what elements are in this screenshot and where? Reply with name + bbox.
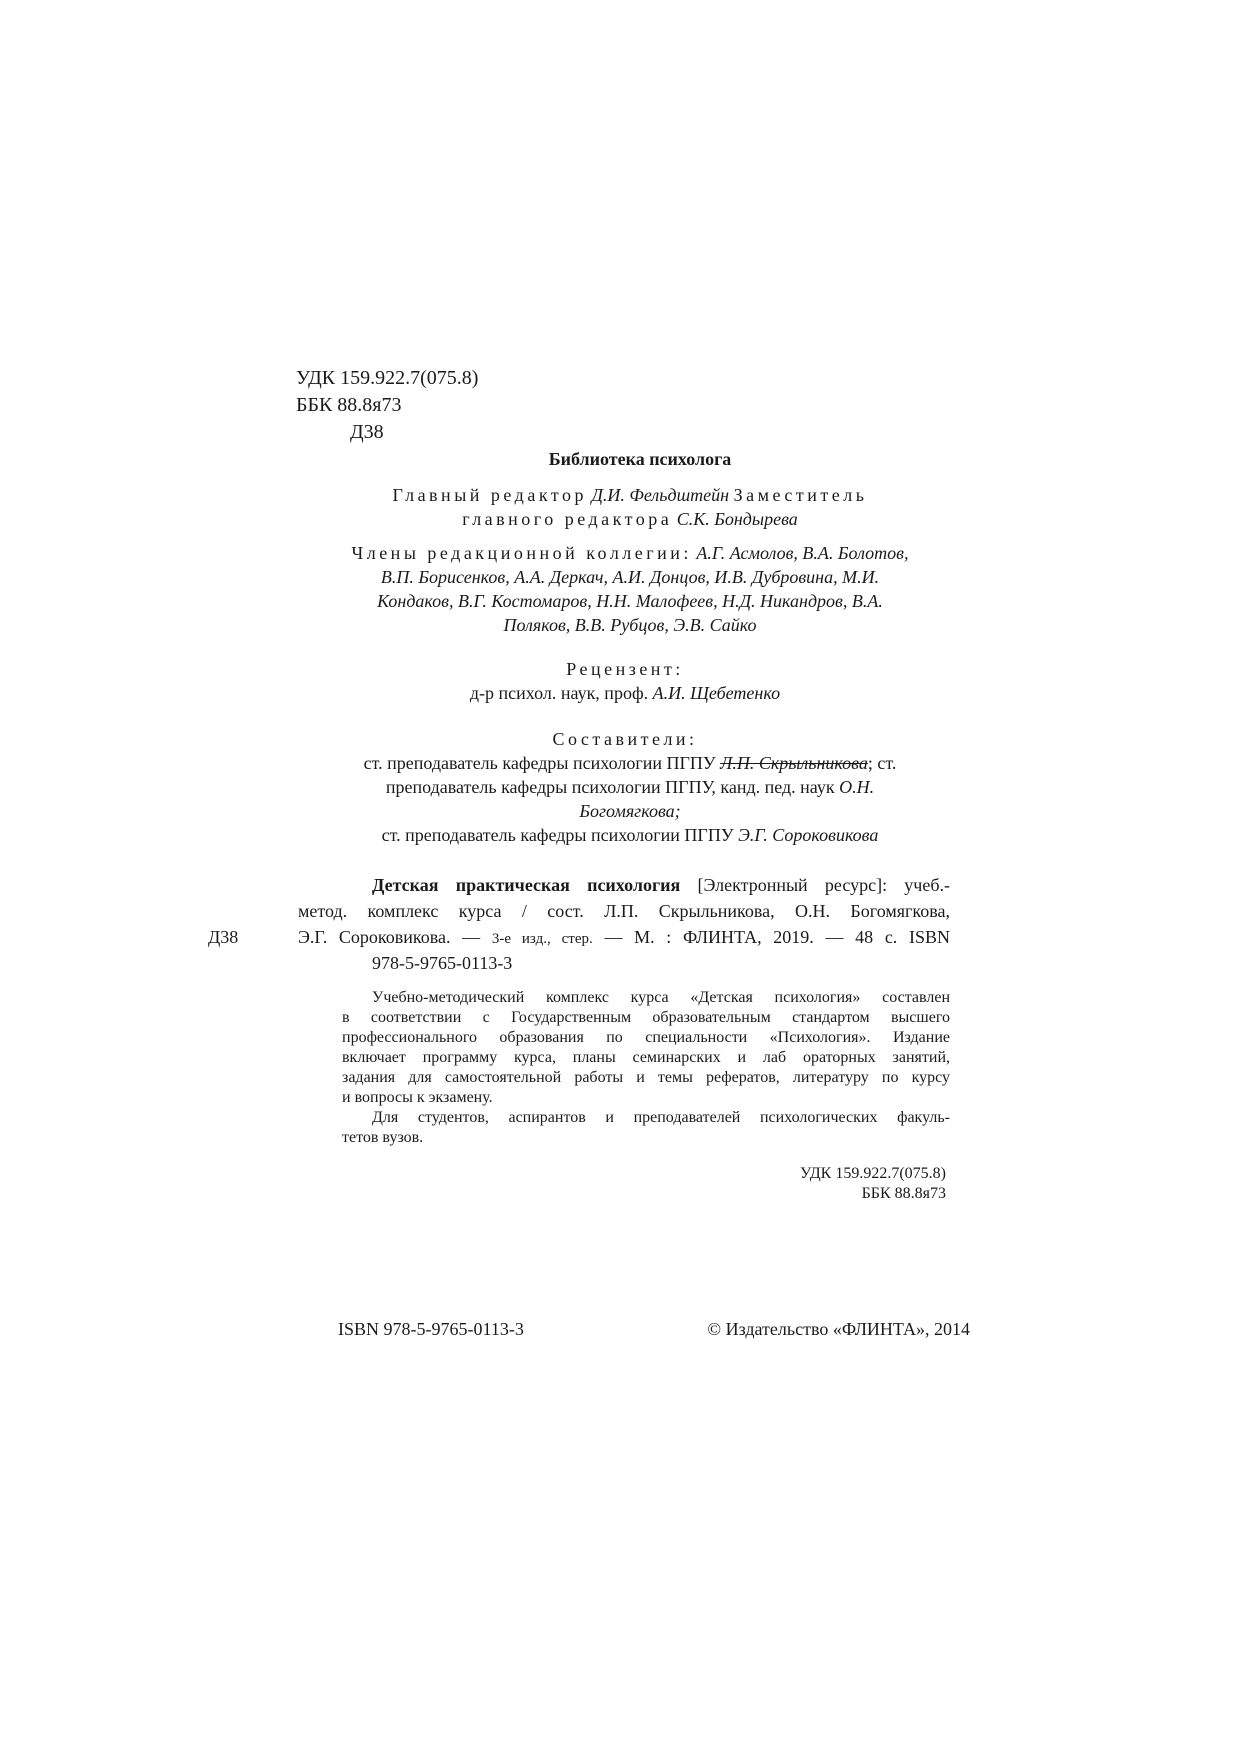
bbk-code: ББК 88.8я73: [296, 394, 402, 416]
reviewer-line: [350, 682, 900, 705]
abstract-line-5: задания для самостоятельной работы и темы рефератов, литературу по курсу: [342, 1069, 950, 1086]
isbn: ISBN 978-5-9765-0113-3: [338, 1319, 524, 1339]
deputy-label-cont: главного редактора: [462, 509, 673, 529]
board-label: Члены редакционной коллегии:: [351, 543, 692, 563]
abstract-line-6: и вопросы к экзамену.: [342, 1089, 493, 1106]
abstract-line-4: включает программу курса, планы семинарских и лаб ораторных занятий,: [342, 1049, 950, 1066]
audience-line-1: Для студентов, аспирантов и преподавателей психологических факуль-: [372, 1109, 950, 1126]
udk-code: УДК 159.922.7(075.8): [296, 367, 479, 389]
catalog-line-3: Э.Г. Сороковикова. — 3-е изд., стер. — М. : ФЛИНТА, 2019. — 48 с. ISBN: [298, 927, 950, 947]
editors-line-2: [280, 508, 980, 531]
compilers-line-4: ст. преподаватель кафедры психологии ПГПУ Э.Г. Сороковикова: [381, 825, 879, 845]
abstract-line-1: Учебно-методический комплекс курса «Детская психология» составлен: [372, 989, 950, 1006]
udk-code-bottom: УДК 159.922.7(075.8): [800, 1165, 946, 1182]
reviewer-label: Рецензент:: [566, 659, 684, 679]
catalog-line-4: 978-5-9765-0113-3: [372, 953, 513, 973]
compilers-line-2: преподаватель кафедры психологии ПГПУ, канд. пед. наук О.Н.: [385, 777, 875, 797]
compilers-line-1: ст. преподаватель кафедры психологии ПГПУ Л.П. Скрыльникова; ст.: [363, 753, 897, 773]
board-line-4: Поляков, В.В. Рубцов, Э.В. Сайко: [503, 615, 757, 635]
series-title: Библиотека психолога: [548, 449, 732, 469]
editors-line-1: [280, 484, 980, 507]
abstract-line-2: в соответствии с Государственным образовательным стандартом высшего: [342, 1009, 950, 1026]
struck-compiler-name: Л.П. Скрыльникова: [720, 753, 868, 773]
board-line-1: [260, 542, 1000, 565]
copyright: © Издательство «ФЛИНТА», 2014: [707, 1319, 970, 1339]
catalog-title: Детская практическая психология: [372, 875, 681, 895]
deputy-label: Заместитель: [733, 485, 868, 505]
author-mark: Д38: [350, 421, 384, 443]
catalog-mark: Д38: [208, 927, 239, 947]
catalog-line-1: Детская практическая психология [Электронный ресурс]: учеб.-: [372, 875, 950, 895]
compilers-label: Составители:: [552, 729, 698, 749]
chief-editor-label: Главный редактор: [392, 485, 587, 505]
chief-editor-name: Д.И. Фельдштейн: [591, 485, 730, 505]
compilers-line-3: Богомягкова;: [579, 801, 681, 821]
reviewer-title: д-р психол. наук, проф.: [469, 683, 649, 703]
reviewer-name: А.И. Щебетенко: [652, 683, 781, 703]
board-line-2: В.П. Борисенков, А.А. Деркач, А.И. Донцов, И.В. Дубровина, М.И.: [380, 567, 880, 587]
bbk-code-bottom: ББК 88.8я73: [861, 1185, 946, 1202]
board-line-3: Кондаков, В.Г. Костомаров, Н.Н. Малофеев, Н.Д. Никандров, В.А.: [377, 591, 883, 611]
abstract-line-3: профессионального образования по специальности «Психология». Издание: [342, 1029, 950, 1046]
catalog-line-2: метод. комплекс курса / сост. Л.П. Скрыльникова, О.Н. Богомягкова,: [298, 901, 950, 921]
audience-line-2: тетов вузов.: [342, 1129, 424, 1146]
board-names-1: А.Г. Асмолов, В.А. Болотов,: [696, 543, 909, 563]
deputy-editor-name: С.К. Бондырева: [676, 509, 798, 529]
